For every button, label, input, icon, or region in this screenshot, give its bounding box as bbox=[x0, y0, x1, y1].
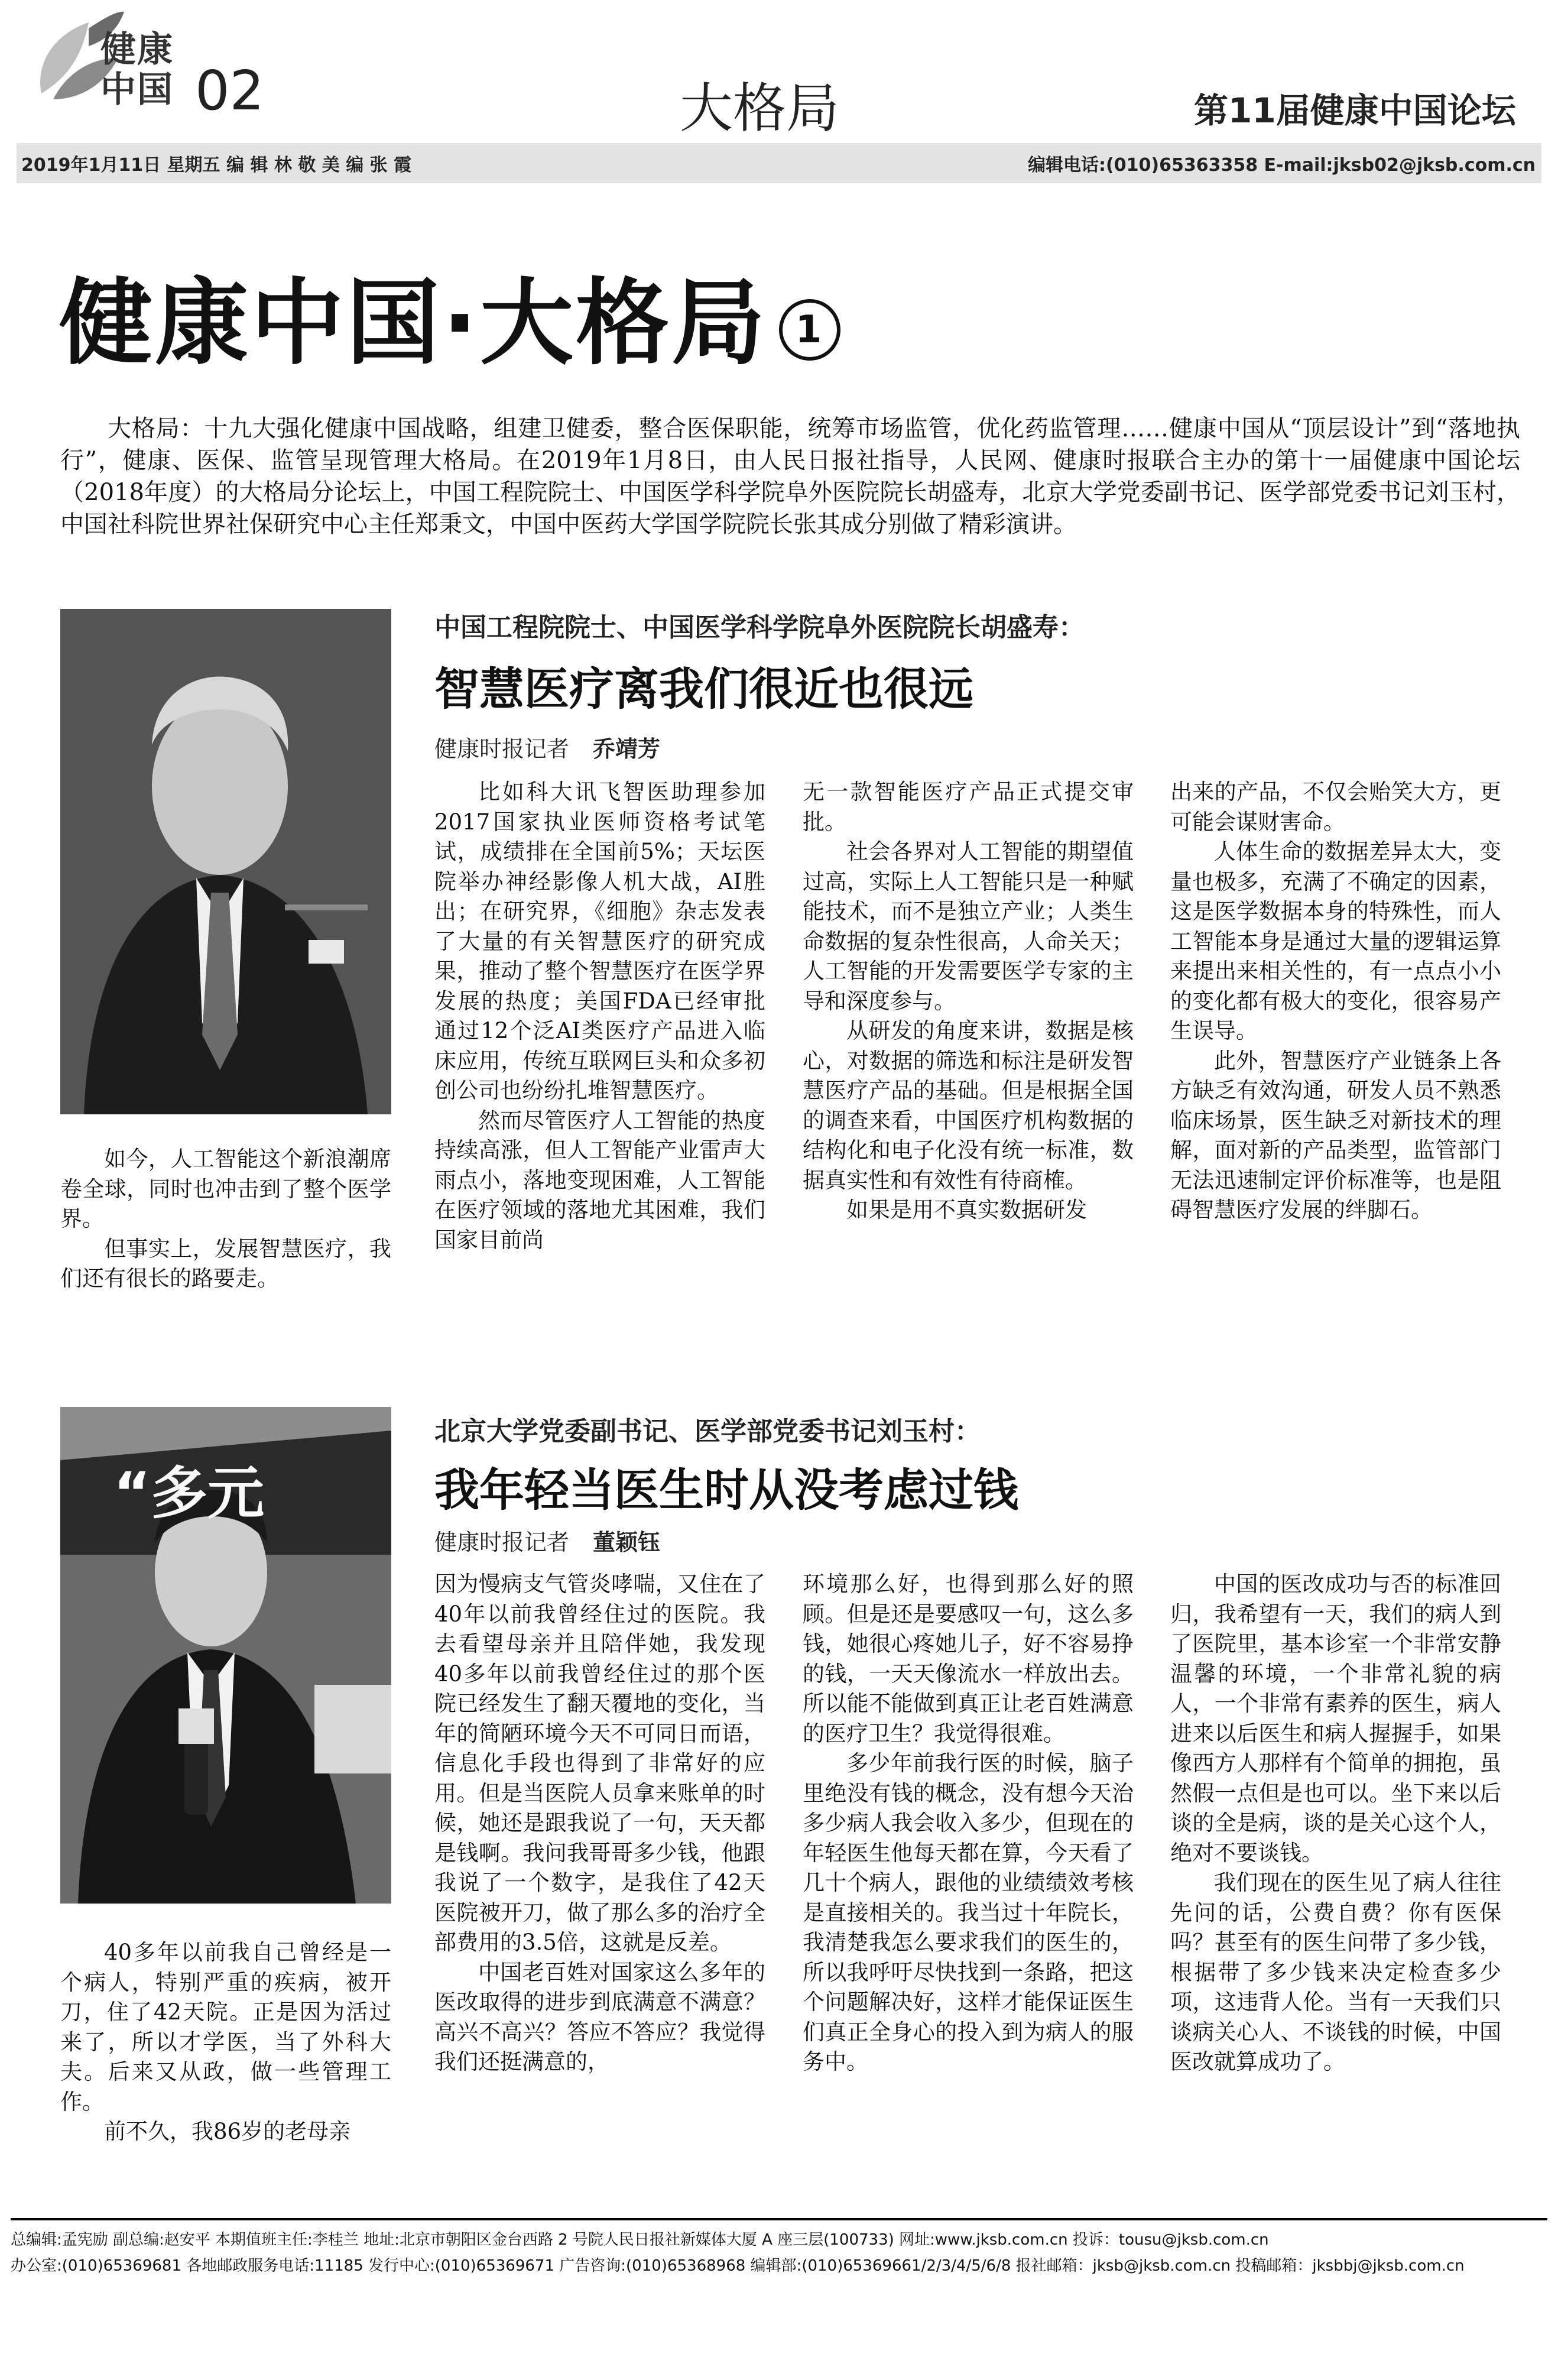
section-title: 大格局 bbox=[680, 77, 839, 140]
logo-text-line-2: 中国 bbox=[100, 69, 174, 111]
paragraph: 社会各界对人工智能的期望值过高，实际上人工智能只是一种赋能技术，而不是独立产业；人类生命数据的复杂性很高，人命关天；人工智能的开发需要医学专家的主导和深度参与。 bbox=[803, 839, 1134, 1014]
article1-kicker: 中国工程院院士、中国医学科学院阜外医院院长胡盛寿： bbox=[434, 612, 1085, 643]
portrait-photo-hu-shengshou bbox=[60, 609, 391, 1114]
article1-column-2 bbox=[803, 777, 1134, 1225]
paragraph: 无一款智能医疗产品正式提交审批。 bbox=[803, 779, 1134, 835]
byline-label: 健康时报记者 bbox=[434, 736, 570, 762]
logo-text-line-1: 健康 bbox=[100, 29, 174, 70]
paragraph: 然而尽管医疗人工智能的热度持续高涨，但人工智能产业雷声大雨点小，落地变现困难，人工智能在医疗领域的落地尤其困难，我们国家目前尚 bbox=[434, 1107, 765, 1253]
paragraph: 多少年前我行医的时候，脑子里绝没有钱的概念，没有想今天治多少病人我会收入多少，但现在的年轻医生他每天都在算，今天看了几十个病人，跟他的业绩绩效考核是直接相关的。我当过十年院长，我清楚我怎么要求我们的医生的，所以我呼吁尽快找到一条路，把这个问题解决好，这样才能保证医生们真正全身心的投入到为病人的服务中。 bbox=[803, 1750, 1134, 2074]
intro-paragraph bbox=[60, 413, 1520, 540]
forum-name: 第11届健康中国论坛 bbox=[1194, 90, 1516, 131]
byline-reporter: 乔靖芳 bbox=[593, 736, 661, 762]
byline-label: 健康时报记者 bbox=[434, 1529, 570, 1555]
article2-column-0 bbox=[60, 1938, 391, 2147]
contact-info: 编辑电话:(010)65363358 E-mail:jksb02@jksb.com.cn bbox=[1028, 155, 1536, 176]
paragraph: 人体生命的数据差异太大，变量也极多，充满了不确定的因素，这是医学数据本身的特殊性，而人工智能本身是通过大量的逻辑运算来提出来相关性的，有一点点小小的变化都有极大的变化，很容易产生误导。 bbox=[1170, 839, 1501, 1043]
paragraph: 中国的医改成功与否的标准回归，我希望有一天，我们的病人到了医院里，基本诊室一个非常安静温馨的环境，一个非常礼貌的病人，一个非常有素养的医生，病人进来以后医生和病人握握手，如果像西方人那样有个简单的拥抱，虽然假一点但是也可以。坐下来以后谈的全是病，谈的是关心这个人，绝对不要谈钱。 bbox=[1170, 1571, 1501, 1866]
footer-divider bbox=[11, 2218, 1547, 2220]
intro-text: 大格局：十九大强化健康中国战略，组建卫健委，整合医保职能，统筹市场监管，优化药监管理……健康中国从“顶层设计”到“落地执行”，健康、医保、监管呈现管理大格局。在2019年1月8日，由人民日报社指导，人民网、健康时报联合主办的第十一届健康中国论坛（2018年度）的大格局分论坛上，中国工程院院士、中国医学科学院阜外医院院长胡盛寿，北京大学党委副书记、医学部党委书记刘玉村，中国社科院世界社保研究中心主任郑秉文，中国中医药大学国学院院长张其成分别做了精彩演讲。 bbox=[60, 415, 1520, 538]
paragraph: 40多年以前我自己曾经是一个病人，特别严重的疾病，被开刀，住了42天院。正是因为活过来了，所以才学医，当了外科大夫。后来又从政，做一些管理工作。 bbox=[60, 1940, 391, 2115]
portrait-photo-liu-yucun bbox=[60, 1407, 391, 1904]
article1-byline bbox=[434, 731, 660, 763]
paragraph: 此外，智慧医疗产业链条上各方缺乏有效沟通，研发人员不熟悉临床场景，医生缺乏对新技术的理解，面对新的产品类型，监管部门无法迅速制定评价标准等，也是阻碍智慧医疗发展的绊脚石。 bbox=[1170, 1048, 1501, 1223]
paragraph: 比如科大讯飞智医助理参加2017国家执业医师资格考试笔试，成绩排在全国前5%；天坛医院举办神经影像人机大战，AI胜出；在研究界，《细胞》杂志发表了大量的有关智慧医疗的研究成果，推动了整个智慧医疗在医学界发展的热度；美国FDA已经审批通过12个泛AI类医疗产品进入临床应用，传统互联网巨头和众多初创公司也纷纷扎堆智慧医疗。 bbox=[434, 779, 765, 1103]
footer-line-2: 办公室:(010)65369681 各地邮政服务电话:11185 发行中心:(010)65369671 广告咨询:(010)65368968 编辑部:(010)65369661/2/3/4/5/6/8 报社邮箱：jksb@jksb.com.cn 投稿邮箱：jksbbj@jksb.com.cn bbox=[11, 2257, 1465, 2275]
article1-column-1 bbox=[434, 777, 765, 1255]
article2-byline bbox=[434, 1524, 660, 1557]
article2-column-1 bbox=[434, 1570, 765, 2077]
paragraph: 如今，人工智能这个新浪潮席卷全球，同时也冲击到了整个医学界。 bbox=[60, 1146, 391, 1231]
article2-column-3 bbox=[1170, 1570, 1501, 2077]
logo-wordmark bbox=[100, 30, 174, 110]
date-editor-info: 2019年1月11日 星期五 编 辑 林 敬 美 编 张 霞 bbox=[21, 155, 412, 176]
photo-backdrop-text: “多元 bbox=[113, 1460, 265, 1526]
paragraph: 出来的产品，不仅会贻笑大方，更可能会谋财害命。 bbox=[1170, 779, 1501, 835]
series-number-badge: 1 bbox=[779, 299, 840, 361]
byline-reporter: 董颖钰 bbox=[593, 1529, 661, 1555]
paragraph: 中国老百姓对国家这么多年的医改取得的进步到底满意不满意？高兴不高兴？答应不答应？我觉得我们还挺满意的， bbox=[434, 1959, 765, 2074]
article2-kicker: 北京大学党委副书记、医学部党委书记刘玉村： bbox=[434, 1416, 981, 1447]
article2-column-2 bbox=[803, 1570, 1134, 2077]
paragraph: 前不久，我86岁的老母亲 bbox=[104, 2119, 351, 2144]
article1-title: 智慧医疗离我们很近也很远 bbox=[434, 663, 973, 715]
page-headline bbox=[59, 248, 840, 382]
paragraph: 如果是用不真实数据研发 bbox=[846, 1197, 1087, 1223]
paragraph: 环境那么好，也得到那么好的照顾。但是还是要感叹一句，这么多钱，她很心疼她儿子，好不容易挣的钱，一天天像流水一样放出去。所以能不能做到真正让老百姓满意的医疗卫生？我觉得很难。 bbox=[803, 1571, 1134, 1746]
paragraph: 从研发的角度来讲，数据是核心，对数据的筛选和标注是研发智慧医疗产品的基础。但是根据全国的调查来看，中国医疗机构数据的结构化和电子化没有统一标准，数据真实性和有效性有待商榷。 bbox=[803, 1018, 1134, 1193]
article1-column-3 bbox=[1170, 777, 1501, 1225]
headline-text: 健康中国·大格局 bbox=[59, 269, 768, 378]
paragraph: 但事实上，发展智慧医疗，我们还有很长的路要走。 bbox=[60, 1236, 391, 1291]
article1-column-0 bbox=[60, 1144, 391, 1294]
paragraph: 因为慢病支气管炎哮喘，又住在了40年以前我曾经住过的医院。我去看望母亲并且陪伴她，我发现40多年以前我曾经住过的那个医院已经发生了翻天覆地的变化，当年的简陋环境今天不可同日而语，信息化手段也得到了非常好的应用。但是当医院人员拿来账单的时候，她还是跟我说了一句，天天都是钱啊。我问我哥哥多少钱，他跟我说了一个数字，是我住了42天医院被开刀，做了那么多的治疗全部费用的3.5倍，这就是反差。 bbox=[434, 1571, 765, 1955]
paragraph: 我们现在的医生见了病人往往先问的话，公费自费？你有医保吗？甚至有的医生问带了多少钱，根据带了多少钱来决定检查多少项，这违背人伦。当有一天我们只谈病关心人、不谈钱的时候，中国医改就算成功了。 bbox=[1170, 1870, 1501, 2074]
dateline-bar bbox=[17, 143, 1541, 183]
article2-title: 我年轻当医生时从没考虑过钱 bbox=[434, 1464, 1018, 1516]
page-number: 02 bbox=[195, 59, 265, 122]
footer-line-1: 总编辑:孟宪励 副总编:赵安平 本期值班主任:李桂兰 地址:北京市朝阳区金台西路 2 号院人民日报社新媒体大厦 A 座三层(100733) 网址:www.jksb.com.cn 投诉：tousu@jksb.com.cn bbox=[11, 2231, 1269, 2249]
